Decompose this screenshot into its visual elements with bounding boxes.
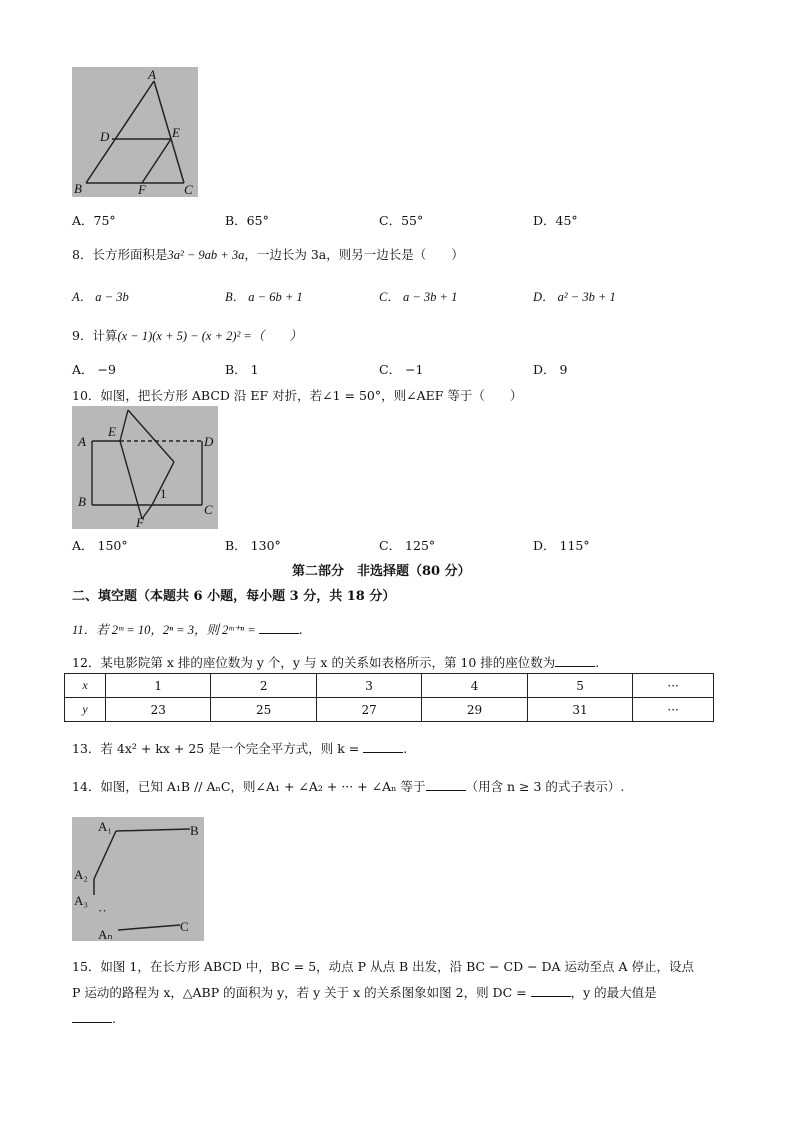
- q15-line3: [72, 1010, 116, 1026]
- q14-label-a3: A₃: [74, 893, 88, 908]
- q13-stem: [72, 739, 407, 757]
- table-cell: 29: [422, 698, 527, 722]
- q12-stem: [72, 653, 599, 671]
- q12-stem-end: .: [595, 655, 600, 670]
- q9-stem-prefix: 9．计算: [72, 328, 118, 343]
- q10-label-e: E: [108, 424, 116, 439]
- table-cell: 3: [316, 674, 421, 698]
- q10-stem: 10．如图，把长方形 ABCD 沿 EF 对折，若∠1 = 50°，则∠AEF 等于（ ）: [72, 388, 523, 403]
- q13-blank: [363, 740, 403, 753]
- q15-line1: 15．如图 1，在长方形 ABCD 中，BC = 5，动点 P 从点 B 出发，沿 BC − CD − DA 运动至点 A 停止，设点: [72, 959, 695, 974]
- q8-stem-mid: ，一边长为 3a，则另一边长是（ ）: [244, 247, 464, 262]
- q8-stem-expr: 3a² − 9ab + 3a: [167, 248, 245, 262]
- table-cell: y: [65, 698, 106, 722]
- q14-label-an: Aₙ: [98, 927, 113, 941]
- q7-option-a: A．75°: [72, 213, 116, 228]
- q14-label-a2: A₂: [74, 867, 88, 882]
- q13-stem-end: .: [403, 741, 408, 756]
- q11-stem-text: 11．若 2ᵐ = 10，2ⁿ = 3，则 2ᵐ⁺ⁿ =: [72, 623, 259, 637]
- q7-option-b: B．65°: [225, 213, 269, 228]
- q10-option-b: B． 130°: [225, 538, 281, 553]
- table-cell: 25: [211, 698, 316, 722]
- table-cell: 5: [527, 674, 632, 698]
- q11-stem-end: .: [298, 622, 303, 637]
- q13-stem-text: 13．若 4x² + kx + 25 是一个完全平方式，则 k =: [72, 741, 364, 756]
- q10-label-angle1: 1: [160, 486, 167, 501]
- q9-option-a: A． −9: [72, 362, 116, 377]
- q7-label-d: D: [100, 129, 110, 144]
- q14-label-dots: ··: [98, 903, 107, 918]
- q14-label-c: C: [180, 919, 189, 934]
- q10-option-a: A． 150°: [72, 538, 128, 553]
- q15-line3-end: .: [112, 1011, 116, 1026]
- table-cell: 4: [422, 674, 527, 698]
- q8-option-d: D． a² − 3b + 1: [533, 290, 616, 304]
- q10-label-b: B: [78, 494, 86, 509]
- q11-stem: [72, 620, 303, 638]
- q15-blank-dc: [531, 984, 571, 997]
- q8-stem-prefix: 8．长方形面积是: [72, 247, 168, 262]
- table-cell: ···: [633, 698, 714, 722]
- q14-stem-end: （用含 n ≥ 3 的式子表示）.: [465, 779, 625, 794]
- q7-label-a: A: [148, 67, 156, 82]
- q8-stem: [72, 245, 464, 263]
- table-cell: ···: [633, 674, 714, 698]
- q7-option-d: D．45°: [533, 213, 578, 228]
- q9-stem: [72, 326, 302, 344]
- q10-option-d: D． 115°: [533, 538, 590, 553]
- q14-label-a1: A₁: [98, 819, 112, 834]
- q12-stem-text: 12．某电影院第 x 排的座位数为 y 个，y 与 x 的关系如表格所示，第 10 排的座位数为: [72, 655, 556, 670]
- q10-figure: [72, 406, 218, 529]
- table-row: [65, 674, 714, 698]
- table-cell: 1: [105, 674, 210, 698]
- q7-figure: [72, 67, 198, 197]
- q14-stem-text: 14．如图，已知 A₁B // AₙC，则∠A₁ + ∠A₂ + ··· + ∠Aₙ 等于: [72, 779, 426, 794]
- q15-line2-mid: ，y 的最大值是: [570, 985, 657, 1000]
- q8-option-c: C． a − 3b + 1: [379, 290, 458, 304]
- q10-label-c: C: [204, 502, 213, 517]
- q9-option-d: D． 9: [533, 362, 568, 377]
- q14-figure: [72, 817, 204, 941]
- q7-label-f: F: [138, 182, 146, 197]
- table-cell: 27: [316, 698, 421, 722]
- q9-option-b: B． 1: [225, 362, 259, 377]
- q10-option-c: C． 125°: [379, 538, 436, 553]
- table-cell: 23: [105, 698, 210, 722]
- q11-blank: [259, 621, 299, 634]
- q9-option-c: C． −1: [379, 362, 424, 377]
- q8-option-b: B． a − 6b + 1: [225, 290, 303, 304]
- q12-blank: [555, 654, 595, 667]
- q10-label-d: D: [204, 434, 214, 449]
- section-heading: 二、填空题（本题共 6 小题，每小题 3 分，共 18 分）: [72, 589, 396, 604]
- q14-blank: [426, 778, 466, 791]
- table-cell: 2: [211, 674, 316, 698]
- q15-line2-text: P 运动的路程为 x，△ABP 的面积为 y，若 y 关于 x 的关系图象如图 2，则 DC =: [72, 985, 531, 1000]
- q9-stem-expr: (x − 1)(x + 5) − (x + 2)² =（ ）: [117, 329, 302, 343]
- q7-label-b: B: [74, 181, 82, 196]
- table-cell: 31: [527, 698, 632, 722]
- q7-label-e: E: [172, 125, 180, 140]
- q14-stem: [72, 777, 624, 795]
- q15-line2: [72, 983, 657, 1001]
- q14-label-b: B: [190, 823, 199, 838]
- table-cell: x: [65, 674, 106, 698]
- part-title: 第二部分 非选择题（80 分）: [292, 564, 471, 579]
- q10-label-f: F: [136, 515, 144, 529]
- q12-table: [64, 673, 714, 722]
- q7-option-c: C．55°: [379, 213, 424, 228]
- q10-label-a: A: [78, 434, 86, 449]
- q15-blank-max: [72, 1010, 112, 1023]
- q8-option-a: A． a − 3b: [72, 290, 129, 304]
- q7-label-c: C: [184, 182, 193, 197]
- table-row: [65, 698, 714, 722]
